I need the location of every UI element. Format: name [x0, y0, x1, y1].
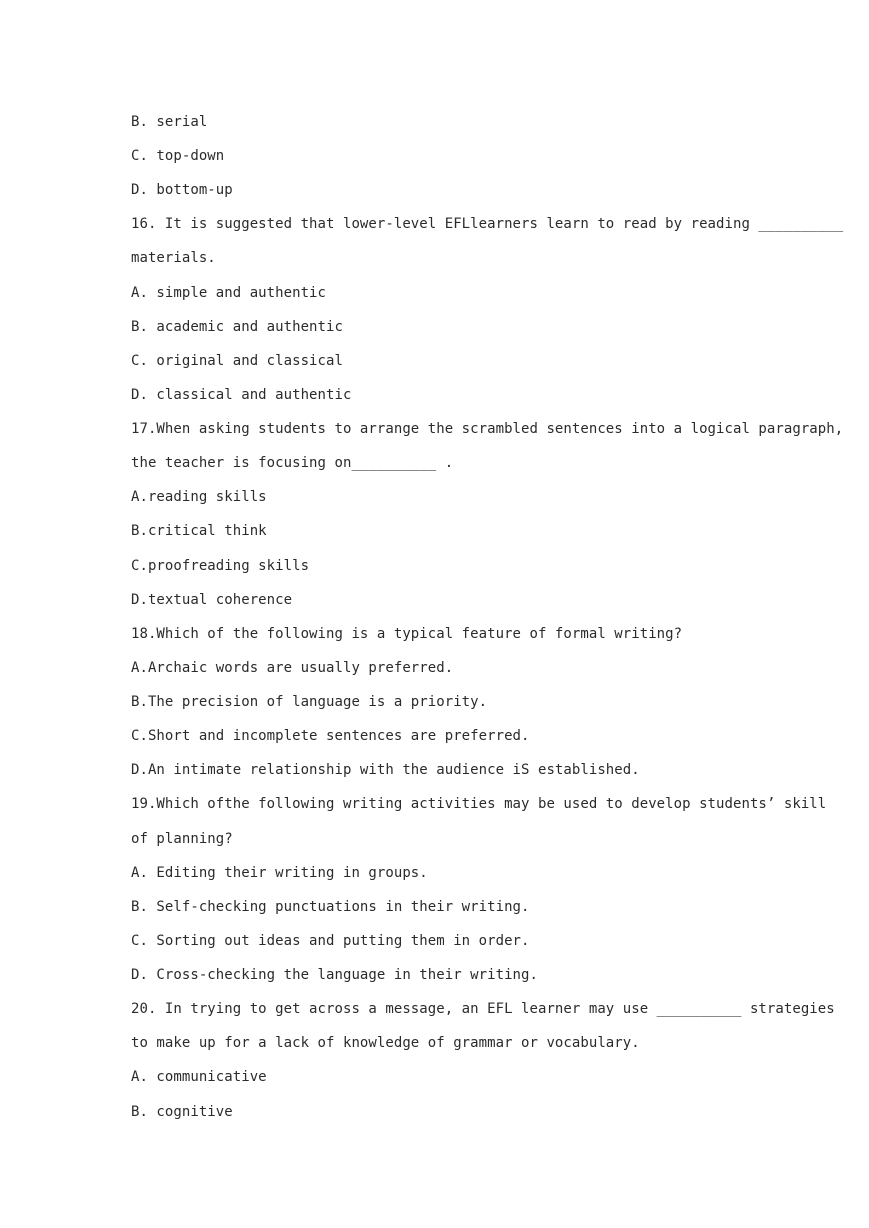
option-line: D.An intimate relationship with the audience iS established.	[131, 762, 640, 778]
question-20-continuation: to make up for a lack of knowledge of grammar or vocabulary.	[131, 1035, 640, 1051]
option-line: A. simple and authentic	[131, 285, 327, 301]
option-line: A. communicative	[131, 1069, 267, 1085]
question-20: 20. In trying to get across a message, an EFL learner may use __________ strategies	[131, 1001, 835, 1017]
option-line: B.The precision of language is a priority.	[131, 694, 488, 710]
option-line: C.Short and incomplete sentences are preferred.	[131, 728, 530, 744]
option-line: B. serial	[131, 114, 208, 130]
option-line: B. cognitive	[131, 1104, 233, 1120]
option-line: B. academic and authentic	[131, 319, 343, 335]
question-19: 19.Which ofthe following writing activities may be used to develop students’ skill	[131, 796, 827, 812]
option-line: C.proofreading skills	[131, 558, 310, 574]
option-line: A.Archaic words are usually preferred.	[131, 660, 454, 676]
question-17: 17.When asking students to arrange the scrambled sentences into a logical paragraph,	[131, 421, 844, 437]
option-line: D.textual coherence	[131, 592, 293, 608]
question-19-continuation: of planning?	[131, 831, 233, 847]
question-16-continuation: materials.	[131, 250, 216, 266]
option-line: A. Editing their writing in groups.	[131, 865, 428, 881]
option-line: C. Sorting out ideas and putting them in order.	[131, 933, 530, 949]
question-18: 18.Which of the following is a typical feature of formal writing?	[131, 626, 683, 642]
option-line: C. original and classical	[131, 353, 343, 369]
option-line: D. classical and authentic	[131, 387, 352, 403]
option-line: A.reading skills	[131, 489, 267, 505]
question-17-continuation: the teacher is focusing on__________ .	[131, 455, 454, 471]
option-line: C. top-down	[131, 148, 225, 164]
option-line: D. Cross-checking the language in their writing.	[131, 967, 538, 983]
question-16: 16. It is suggested that lower-level EFLlearners learn to read by reading __________	[131, 216, 844, 232]
option-line: B. Self-checking punctuations in their writing.	[131, 899, 530, 915]
option-line: B.critical think	[131, 523, 267, 539]
option-line: D. bottom-up	[131, 182, 233, 198]
